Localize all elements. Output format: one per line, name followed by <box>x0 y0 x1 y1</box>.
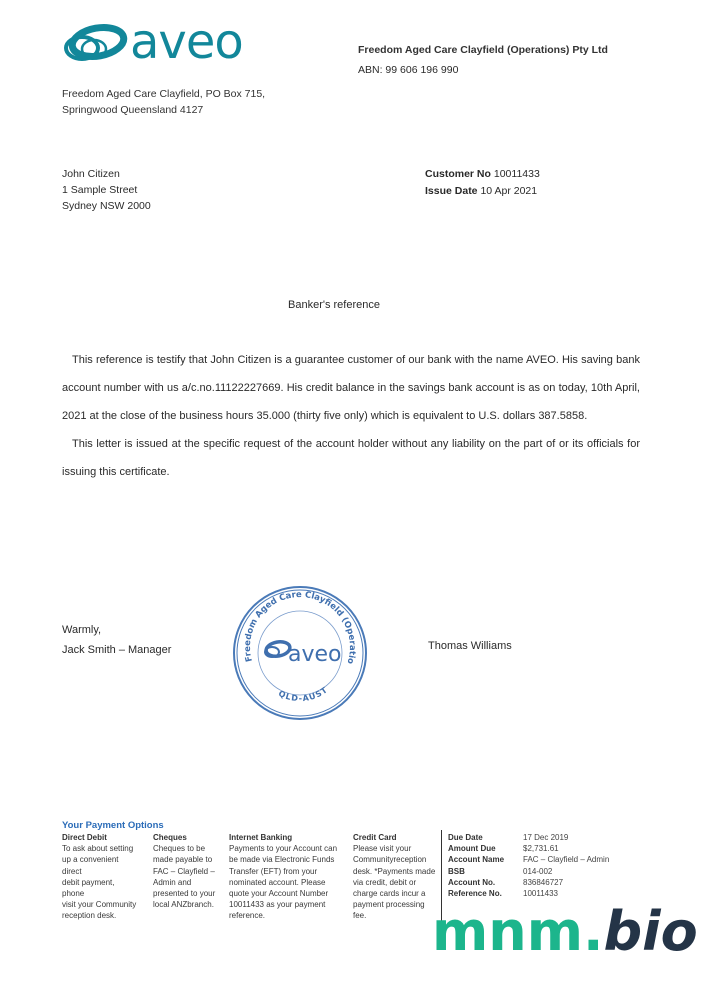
detail-value: FAC – Clayfield – Admin <box>523 855 610 865</box>
payment-column-heading: Internet Banking <box>229 833 293 842</box>
detail-label: Amount Due <box>448 844 496 854</box>
payment-line: presented to your <box>153 889 216 899</box>
stamp-bottom-text: QLD-AUST <box>276 685 330 704</box>
aveo-swirl-icon <box>60 22 130 66</box>
stamp-top-text: Freedom Aged Care Clayfield (Operatio <box>242 589 358 666</box>
detail-row <box>448 854 609 865</box>
detail-row <box>448 832 609 843</box>
recipient-street: 1 Sample Street <box>62 184 138 196</box>
customer-no-label: Customer No <box>425 168 491 180</box>
recipient-name: John Citizen <box>62 168 120 180</box>
letter-body <box>62 346 640 486</box>
payment-line: FAC – Clayfield – <box>153 866 215 876</box>
detail-value: 836846727 <box>523 877 564 887</box>
detail-value: 10011433 <box>523 889 558 899</box>
payment-line: desk. *Payments made <box>353 866 436 876</box>
logo-wordmark: aveo <box>130 14 243 70</box>
issue-date: 10 Apr 2021 <box>480 185 538 197</box>
detail-label: Reference No. <box>448 889 502 899</box>
second-signer: Thomas Williams <box>428 640 512 652</box>
closing-salutation: Warmly, <box>62 624 102 636</box>
payment-line: direct <box>62 866 82 876</box>
detail-label: Due Date <box>448 833 483 842</box>
payment-line: 10011433 as your payment <box>229 900 326 910</box>
detail-row <box>448 877 609 888</box>
payment-line: Communityreception <box>353 855 427 865</box>
payment-column-cheques <box>153 832 225 910</box>
detail-label: Account No. <box>448 877 496 887</box>
issue-date-label: Issue Date <box>425 185 478 197</box>
sender-address-line: Springwood Queensland 4127 <box>62 104 204 116</box>
recipient-address <box>62 166 151 214</box>
detail-value: 014-002 <box>523 866 553 876</box>
detail-value: 17 Dec 2019 <box>523 833 569 842</box>
recipient-city: Sydney NSW 2000 <box>62 200 151 212</box>
payment-line: made payable to <box>153 855 213 865</box>
watermark <box>432 900 698 963</box>
payment-line: Please visit your <box>353 844 412 854</box>
letter-paragraph: This reference is testify that John Citizen is a guarantee customer of our bank with the name AVEO. His saving bank account number with us a/c.no.11122227669. His credit balance in the savings bank account is as on today, 10th April, 2021 at the close of the business hours 35.000 (thirty five only) which is equivalent to U.S. dollars 387.5858. <box>62 354 640 422</box>
payment-line: phone <box>62 889 85 899</box>
company-stamp <box>230 583 370 723</box>
payment-line: reference. <box>229 911 266 921</box>
detail-label: Account Name <box>448 855 505 865</box>
payment-line: Transfer (EFT) from your <box>229 866 318 876</box>
payment-line: up a convenient <box>62 855 119 865</box>
closing-block <box>62 620 171 660</box>
customer-info <box>425 166 540 200</box>
payment-line: Admin and <box>153 877 192 887</box>
watermark-part2: bio <box>603 900 698 963</box>
sender-address-line: Freedom Aged Care Clayfield, PO Box 715, <box>62 88 266 100</box>
company-name: Freedom Aged Care Clayfield (Operations) Pty Ltd <box>358 44 608 56</box>
payment-line: visit your Community <box>62 900 137 910</box>
sender-address <box>62 86 265 118</box>
payment-line: local ANZbranch. <box>153 900 214 910</box>
payment-column-heading: Direct Debit <box>62 833 107 842</box>
payment-column-direct-debit <box>62 832 150 922</box>
company-info <box>358 40 608 80</box>
detail-row <box>448 888 609 899</box>
payment-line: debit payment, <box>62 877 115 887</box>
letter-paragraph: This letter is issued at the specific request of the account holder without any liability on the part of or its officials for issuing this certificate. <box>62 438 640 478</box>
watermark-part1: mnm. <box>432 900 604 963</box>
payment-column-credit-card <box>353 832 439 922</box>
letter-title: Banker's reference <box>288 299 380 311</box>
payment-column-heading: Credit Card <box>353 833 397 842</box>
payment-options-title: Your Payment Options <box>62 820 164 831</box>
customer-no: 10011433 <box>493 168 540 180</box>
payment-details <box>448 832 609 899</box>
payment-line: fee. <box>353 911 367 921</box>
stamp-logo-text: aveo <box>288 642 342 667</box>
svg-text:QLD-AUST <box>277 685 330 703</box>
payment-line: quote your Account Number <box>229 889 329 899</box>
payment-line: To ask about setting <box>62 844 134 854</box>
detail-row <box>448 866 609 877</box>
payment-line: via credit, debit or <box>353 877 417 887</box>
payment-line: Cheques to be <box>153 844 206 854</box>
payment-line: charge cards incur a <box>353 889 426 899</box>
payment-line: nominated account. Please <box>229 877 326 887</box>
company-abn: ABN: 99 606 196 990 <box>358 64 459 76</box>
payment-line: be made via Electronic Funds <box>229 855 335 865</box>
signer-name: Jack Smith – Manager <box>62 644 172 656</box>
payment-line: reception desk. <box>62 911 117 921</box>
detail-value: $2,731.61 <box>523 844 559 854</box>
payment-column-internet-banking <box>229 832 351 922</box>
payment-line: payment processing <box>353 900 425 910</box>
aveo-logo <box>60 14 260 72</box>
payment-line: Payments to your Account can <box>229 844 338 854</box>
detail-row <box>448 843 609 854</box>
payment-column-heading: Cheques <box>153 833 187 842</box>
detail-label: BSB <box>448 866 465 876</box>
